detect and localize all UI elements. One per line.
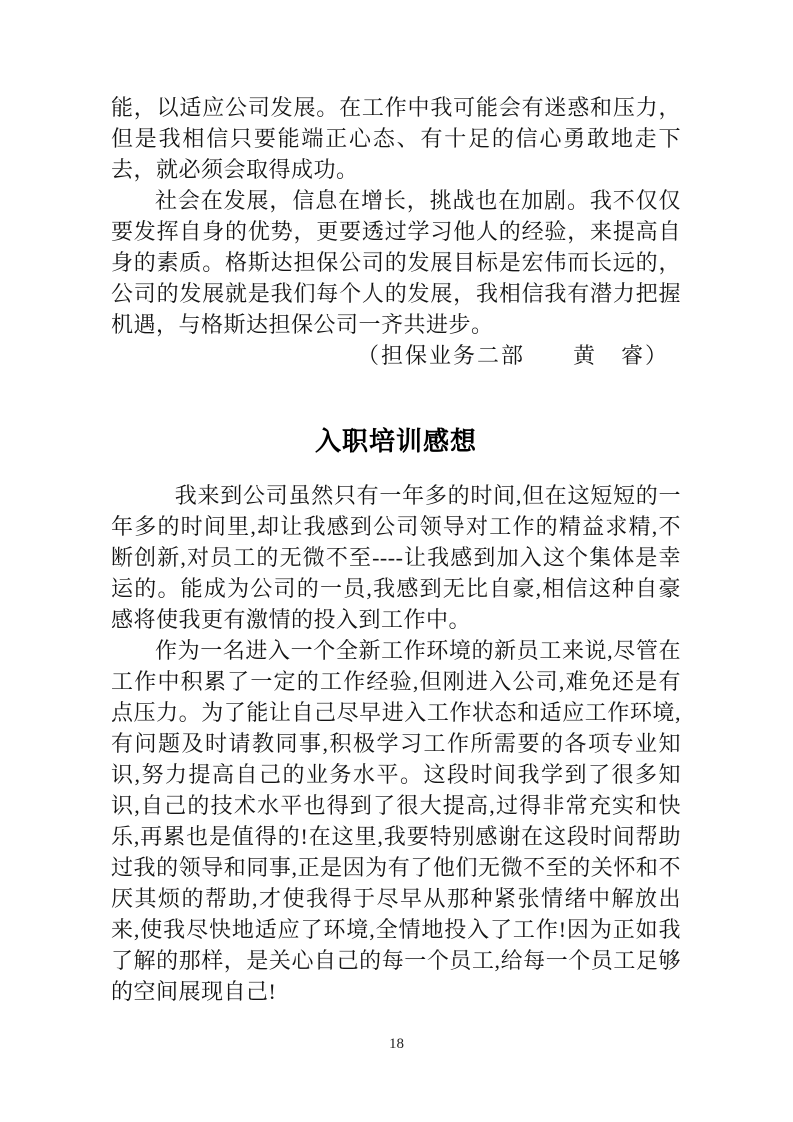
text-column: [111, 92, 681, 1007]
paragraph: 我来到公司虽然只有一年多的时间,但在这短短的一年多的时间里,却让我感到公司领导对工作的精益求精,不断创新,对员工的无微不至----让我感到加入这个集体是幸运的。能成为公司的一员,我感到无比自豪,相信这种自豪感将使我更有激情的投入到工作中。: [111, 483, 681, 632]
page-number: 18: [389, 1036, 404, 1052]
attribution-line: （担保业务二部 黄 睿）: [356, 343, 669, 368]
paragraph: 社会在发展，信息在增长，挑战也在加剧。我不仅仅要发挥自身的优势，更要透过学习他人的经验，来提高自身的素质。格斯达担保公司的发展目标是宏伟而长远的，公司的发展就是我们每个人的发展，我相信我有潜力把握机遇，与格斯达担保公司一齐共进步。: [111, 188, 681, 337]
paragraph: 作为一名进入一个全新工作环境的新员工来说,尽管在工作中积累了一定的工作经验,但刚进入公司,难免还是有点压力。为了能让自己尽早进入工作状态和适应工作环境,有问题及时请教同事,积极学习工作所需要的各项专业知识,努力提高自己的业务水平。这段时间我学到了很多知识,自己的技术水平也得到了很大提高,过得非常充实和快乐,再累也是值得的!在这里,我要特别感谢在这段时间帮助过我的领导和同事,正是因为有了他们无微不至的关怀和不厌其烦的帮助,才使我得于尽早从那种紧张情绪中解放出来,使我尽快地适应了环境,全情地投入了工作!因为正如我了解的那样，是关心自己的每一个员工,给每一个员工足够的空间展现自己!: [111, 638, 681, 1004]
paragraph-continued: 能，以适应公司发展。在工作中我可能会有迷惑和压力，但是我相信只要能端正心态、有十足的信心勇敢地走下去，就必须会取得成功。: [111, 95, 681, 182]
section-title: 入职培训感想: [314, 426, 477, 456]
